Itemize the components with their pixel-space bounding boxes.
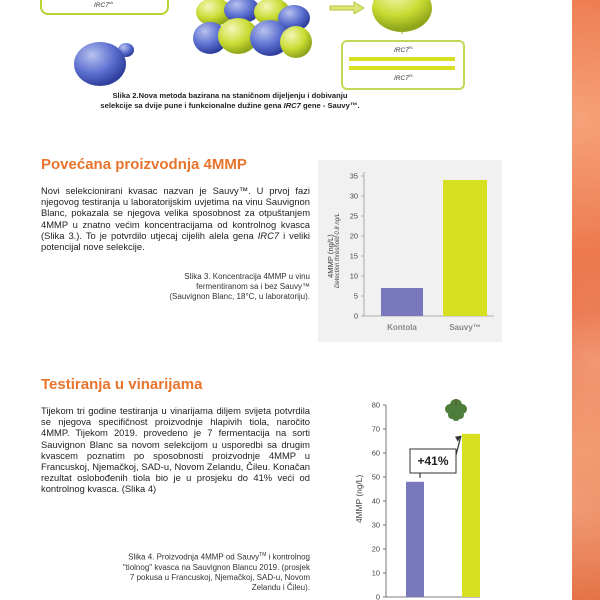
chart1-tick-label: 35 — [349, 171, 358, 181]
section2-paragraph: Tijekom tri godine testiranja u vinarijama diljem svijeta potvrdila se njegova specifičnost proizvodnje hlapivih tiola, naročito 4MMP. Tijekom 2019. provedeno je 7 fermentacija na sorti Sauvignon Blanc sa novom selekcijom u usporedbi sa drugim kvascem poznatim po sposobnosti proizvodnje 4MMP u Francuskoj, Njemačkoj, SAD-u, Novom Zelandu, Čileu. Konačan rezultat oslobođenih tiola bio je u prosjeku do 41% veći od kontrolnog kvasca. (Slika 4) — [41, 405, 310, 495]
figure2-caption-gene: IRC7 — [283, 101, 301, 110]
decorative-side-image — [572, 0, 600, 600]
chart1 — [318, 160, 502, 342]
chart1-category-label: Sauvy™ — [449, 323, 481, 332]
figure2-caption-line1: Slika 2.Nova metoda bazirana na staničnom dijeljenju i dobivanju — [112, 91, 348, 100]
section1-paragraph — [41, 185, 310, 252]
chart1-tick-label: 0 — [353, 311, 358, 321]
chart2-tick-label: 80 — [371, 400, 380, 410]
chart2-tick-label: 50 — [371, 472, 380, 482]
chart2-tick-label: 10 — [371, 568, 380, 578]
chart1-svg — [318, 160, 502, 342]
chart1-tick-label: 20 — [349, 231, 358, 241]
chart2-tick-label: 30 — [371, 520, 380, 530]
figure4-caption-line4: Zelandu i Čileu). — [251, 582, 310, 592]
chart1-tick-label: 10 — [349, 271, 358, 281]
chart1-category-label: Kontola — [387, 323, 417, 332]
grape-leaf-icon — [445, 399, 467, 421]
chart2 — [340, 395, 500, 600]
section1-title: Povećana proizvodnja 4MMP — [41, 156, 247, 173]
section1-paragraph-gene: IRC7 — [257, 229, 280, 241]
gene-label-top: IRC7 — [94, 2, 109, 10]
figure4-caption-line3: 7 pokusa u Francuskoj, Njemačkoj, SAD-u, Novom — [129, 572, 310, 582]
chart2-tick-label: 20 — [371, 544, 380, 554]
chart1-annotation: Detection threshold 0.8 ng/L — [335, 212, 341, 288]
gene-label-a-sup: FL — [408, 45, 414, 50]
gene-label-b-sup: FL — [408, 73, 414, 78]
gene-label-top-sup: sh — [108, 0, 114, 5]
chart1-tick-label: 25 — [349, 211, 358, 221]
chart2-bar-sauvy — [462, 434, 480, 597]
figure3-caption-line2: fermentiranom sa i bez Sauvy™ — [196, 282, 310, 291]
figure2-caption — [40, 91, 420, 111]
figure3-caption — [120, 272, 310, 302]
figure4-caption — [80, 550, 310, 593]
yeast-cell-left — [60, 38, 140, 90]
gene-box-top — [40, 0, 169, 15]
yeast-cluster — [192, 0, 314, 62]
chart1-tick-label: 30 — [349, 191, 358, 201]
chart1-tick-label: 5 — [353, 291, 358, 301]
chart1-bar-sauvy — [443, 180, 487, 316]
chart2-tick-label: 60 — [371, 448, 380, 458]
chart2-tick-label: 0 — [375, 592, 380, 600]
figure4-caption-line2: "tiolnog" kvasca na Sauvignon Blancu 2019. (prosjek — [122, 562, 310, 572]
chart2-svg — [340, 395, 500, 600]
chart1-bar-kontola — [381, 288, 423, 316]
yeast-cell-right — [368, 0, 438, 34]
gene-box-right — [341, 40, 465, 90]
chart2-tick-label: 40 — [371, 496, 380, 506]
chart2-tick-label: 70 — [371, 424, 380, 434]
arrow-icon — [328, 0, 368, 14]
figure4-caption-line1-tm: TM — [259, 552, 267, 558]
chart2-annotation-label: +41% — [417, 454, 449, 468]
chart1-ylabel: 4MMP (ng/L) — [326, 234, 335, 278]
figure4-caption-line1-pre: Slika 4. Proizvodnja 4MMP od Sauvy — [128, 552, 260, 562]
chart2-bar-control — [406, 482, 424, 597]
chart1-tick-label: 15 — [349, 251, 358, 261]
section1-paragraph-pre: Novi selekcionirani kvasac nazvan je Sauvy™. U prvoj fazi njegovog testiranja u laboratorijskim uvjetima na vinu Sauvignon Blanc, pokazala se njegova velika sposobnost za otpuštanjem 4MMP u znatno većim koncentracijama od kontrolnog kvasca (Slika 3.). To je potvrdilo utjecaj cijelih alela gena — [41, 185, 310, 241]
figure3-caption-line3: (Sauvignon Blanc, 18°C, u laboratoriju). — [169, 292, 310, 301]
figure2-caption-line2-post: gene - Sauvy™. — [300, 101, 360, 110]
figure3-caption-line1: Slika 3. Koncentracija 4MMP u vinu — [184, 272, 310, 281]
gene-bar-a — [349, 57, 455, 61]
gene-label-a: IRC7 — [394, 47, 409, 55]
figure4-caption-line1-post: i kontrolnog — [266, 552, 310, 562]
figure2-caption-line2-pre: selekcije sa dvije pune i funkcionalne dužine gena — [100, 101, 284, 110]
gene-bar-b — [349, 66, 455, 70]
section2-title: Testiranja u vinarijama — [41, 376, 203, 393]
chart2-ylabel: 4MMP (ng/L) — [354, 474, 364, 523]
section1-paragraph-post: i veliki potencijal nove selekcije. — [41, 229, 310, 253]
gene-label-b: IRC7 — [394, 75, 409, 83]
